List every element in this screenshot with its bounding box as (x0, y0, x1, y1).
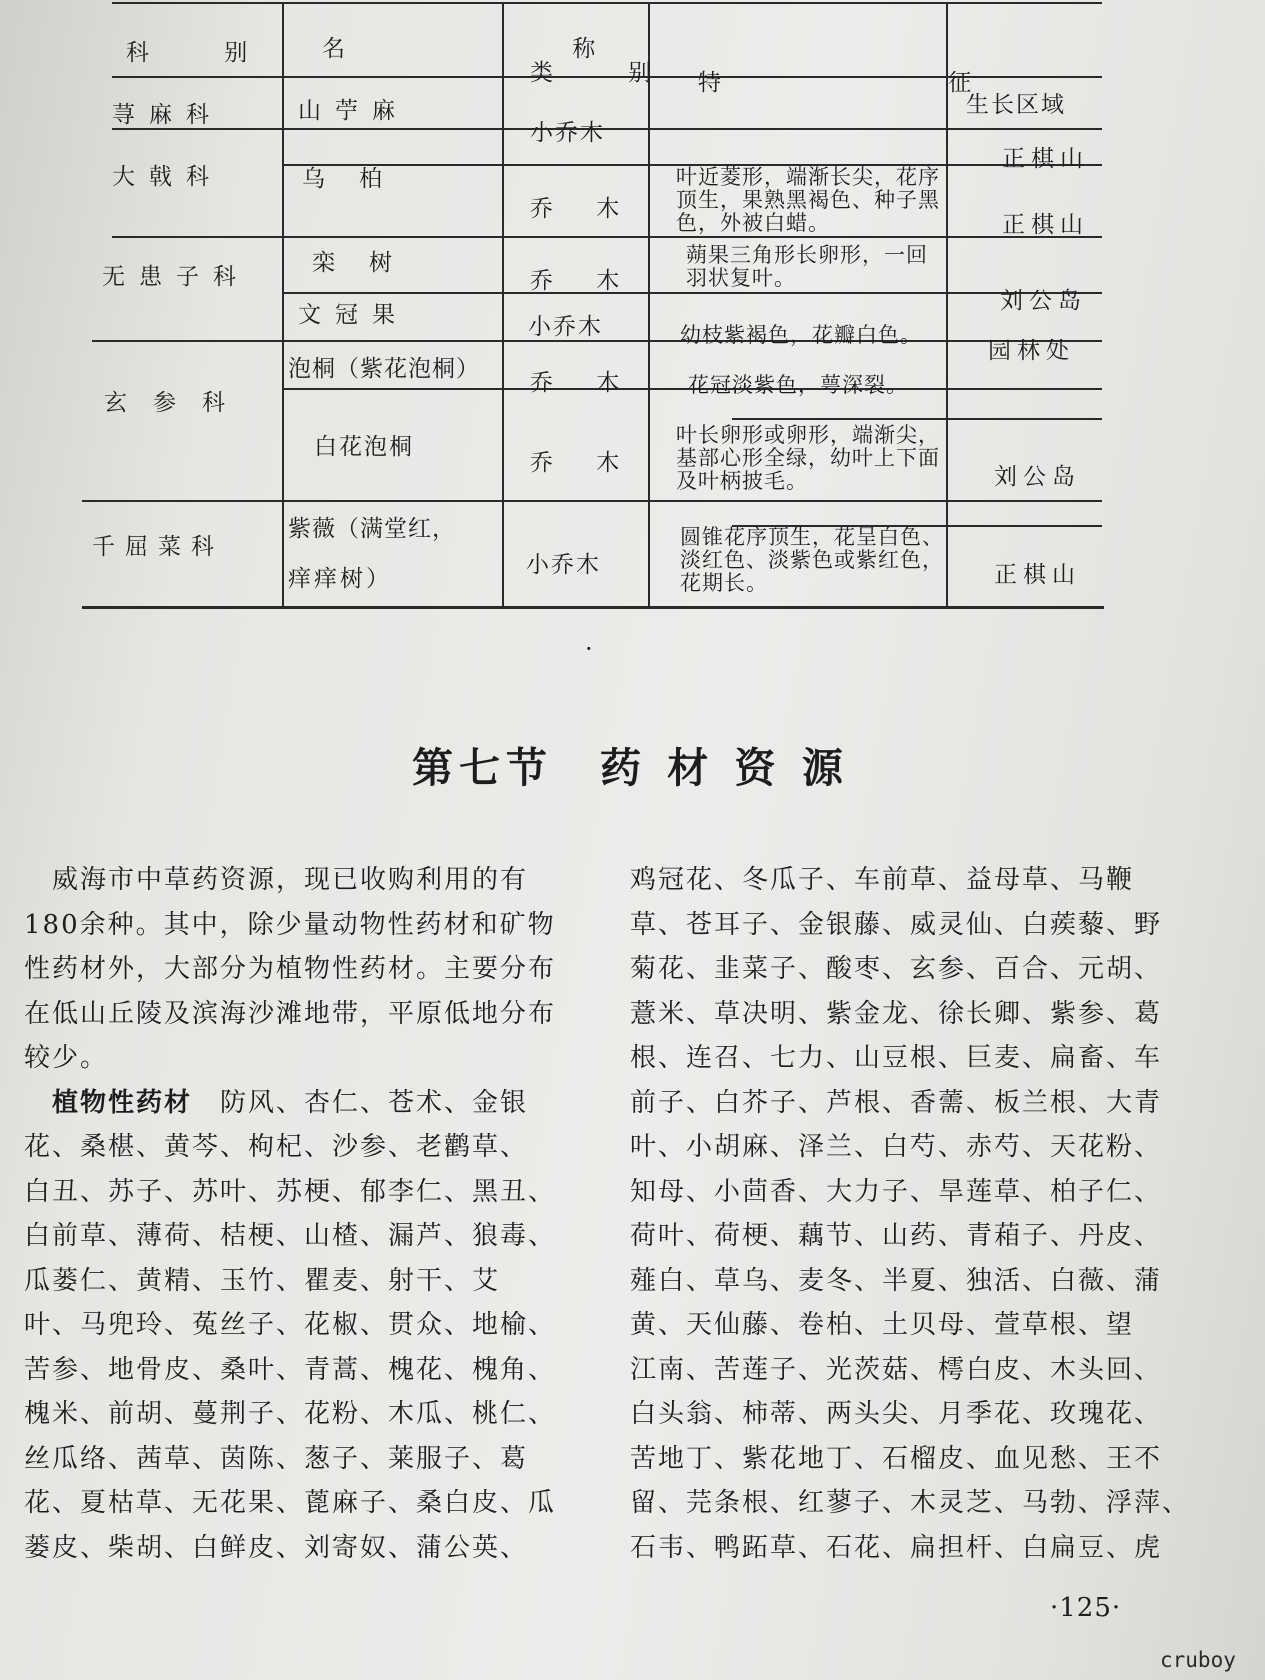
trait-cell: 叶长卵形或卵形，端渐尖，基部心形全绿，幼叶上下面及叶柄披毛。 (676, 423, 940, 493)
text-line: 薤白、草乌、麦冬、半夏、独活、白薇、蒲 (630, 1265, 1163, 1296)
text-line: 威海市中草药资源，现已收购利用的有 (24, 865, 529, 895)
table-rule (112, 236, 1102, 238)
region-cell: 刘公岛 (994, 464, 1081, 490)
text-line: 菊花、韭菜子、酸枣、玄参、百合、元胡、 (630, 954, 1163, 984)
text-line: 草、苍耳子、金银藤、威灵仙、白蒺藜、野 (630, 909, 1163, 940)
text-line: 苦参、地骨皮、桑叶、青蒿、槐花、槐角、 (24, 1354, 557, 1385)
type-cell: 乔 木 (530, 268, 638, 294)
text-line: 黄、天仙藤、卷柏、土贝母、萱草根、望 (630, 1310, 1135, 1340)
name-cell: 栾树 (312, 250, 426, 276)
name-cell: 泡桐（紫花泡桐） (288, 356, 480, 382)
trait-cell: 圆锥花序顶生，花呈白色、淡红色、淡紫色或紫红色，花期长。 (680, 525, 944, 595)
type-cell: 小乔木 (530, 120, 605, 146)
section-title: 第七节 药 材 资 源 (412, 744, 849, 792)
family-cell: 荨麻科 (112, 102, 223, 128)
page-number: ·125· (1050, 1593, 1122, 1623)
text-line: 薏米、草决明、紫金龙、徐长卿、紫参、葛 (630, 998, 1163, 1029)
header-trait: 特 征 (698, 70, 1082, 96)
type-cell: 乔 木 (530, 450, 638, 476)
text-line: 槐米、前胡、蔓荆子、花粉、木瓜、桃仁、 (24, 1399, 557, 1429)
text-line: 180余种。其中，除少量动物性药材和矿物 (24, 909, 556, 940)
name-cell: 文冠果 (298, 302, 409, 328)
type-cell: 乔 木 (530, 196, 638, 222)
table-rule (82, 500, 1102, 502)
text-line: 丝瓜络、茜草、茵陈、葱子、莱服子、葛 (24, 1443, 529, 1474)
text-line: 白丑、苏子、苏叶、苏梗、郁李仁、黑丑、 (24, 1176, 557, 1207)
text-line: 花、夏枯草、无花果、蓖麻子、桑白皮、瓜 (24, 1488, 557, 1518)
text-line: 知母、小茴香、大力子、旱莲草、柏子仁、 (630, 1176, 1163, 1207)
separator-dot: · (585, 635, 593, 663)
table-rule (732, 418, 1102, 420)
table-col-rule (282, 2, 284, 607)
name-cell: 乌柏 (302, 166, 416, 192)
table-rule-top (112, 2, 1102, 4)
header-type: 类 别 (530, 60, 686, 86)
header-family: 科 别 (126, 40, 282, 66)
type-cell: 小乔木 (526, 552, 601, 578)
plant-table (82, 0, 1104, 617)
table-col-rule (502, 2, 504, 607)
text-line: 江南、苦莲子、光茨菇、樗白皮、木头回、 (630, 1354, 1163, 1385)
text-line: 白头翁、柿蒂、两头尖、月季花、玫瑰花、 (630, 1399, 1163, 1429)
text-line: 叶、小胡麻、泽兰、白芍、赤芍、天花粉、 (630, 1132, 1163, 1162)
trait-cell: 花冠淡紫色，萼深裂。 (688, 373, 908, 397)
header-region: 生长区域 (966, 92, 1066, 118)
text-line: 白前草、薄荷、桔梗、山楂、漏芦、狼毒、 (24, 1221, 557, 1251)
text-line: 留、芫条根、红蓼子、木灵芝、马勃、浮萍、 (630, 1488, 1191, 1518)
table-rule (282, 292, 1102, 294)
trait-cell: 蒴果三角形长卵形，一回羽状复叶。 (686, 243, 928, 290)
text-line: 蒌皮、柴胡、白鲜皮、刘寄奴、蒲公英、 (24, 1532, 529, 1563)
left-column (24, 858, 556, 1570)
text-line: 性药材外，大部分为植物性药材。主要分布 (24, 954, 557, 984)
text-line: 前子、白芥子、芦根、香薷、板兰根、大青 (630, 1087, 1163, 1118)
text-line: 在低山丘陵及滨海沙滩地带，平原低地分布 (24, 998, 557, 1029)
right-column (630, 858, 1190, 1570)
type-cell: 小乔木 (528, 314, 603, 340)
region-cell: 园林处 (988, 338, 1075, 364)
table-rule-bottom (82, 606, 1104, 609)
emphasis-term: 植物性药材 (52, 1087, 193, 1118)
table-rule (112, 128, 1102, 130)
text-line: 花、桑椹、黄芩、枸杞、沙参、老鹳草、 (24, 1132, 529, 1162)
watermark: cruboy (1160, 1648, 1236, 1672)
text-line: 荷叶、荷梗、藕节、山药、青葙子、丹皮、 (630, 1221, 1163, 1251)
text-line-emphasis: 植物性药材 防风、杏仁、苍术、金银 (52, 1087, 529, 1118)
region-cell: 正棋山 (994, 562, 1081, 588)
family-cell: 玄参科 (104, 390, 251, 416)
header-name: 名 称 (322, 36, 706, 62)
name-cell: 痒痒树） (288, 566, 392, 592)
type-cell: 乔 木 (530, 370, 638, 396)
text-line: 鸡冠花、冬瓜子、车前草、益母草、马鞭 (630, 865, 1135, 895)
text-line: 石韦、鸭跖草、石花、扁担杆、白扁豆、虎 (630, 1532, 1163, 1563)
family-cell: 千屈菜科 (92, 534, 224, 560)
family-cell: 大戟科 (112, 164, 223, 190)
text-line: 叶、马兜玲、菟丝子、花椒、贯众、地榆、 (24, 1310, 557, 1340)
trait-cell: 叶近菱形，端渐长尖，花序顶生，果熟黑褐色、种子黑色，外被白蜡。 (676, 165, 940, 235)
region-cell: 正棋山 (1002, 146, 1089, 172)
region-cell: 正棋山 (1002, 212, 1089, 238)
region-cell: 刘公岛 (1000, 288, 1087, 314)
text-line: 苦地丁、紫花地丁、石榴皮、血见愁、王不 (630, 1443, 1163, 1474)
table-col-rule (648, 2, 650, 607)
text-line: 较少。 (24, 1043, 109, 1073)
name-cell: 山苧麻 (298, 98, 409, 124)
trait-cell: 幼枝紫褐色，花瓣白色。 (680, 323, 922, 347)
family-cell: 无患子科 (102, 264, 250, 290)
text-line: 瓜蒌仁、黄精、玉竹、瞿麦、射干、艾 (24, 1265, 501, 1296)
name-cell: 紫薇（满堂红， (288, 516, 456, 542)
text-line: 根、连召、七力、山豆根、巨麦、扁畜、车 (630, 1043, 1163, 1073)
name-cell: 白花泡桐 (314, 434, 414, 460)
